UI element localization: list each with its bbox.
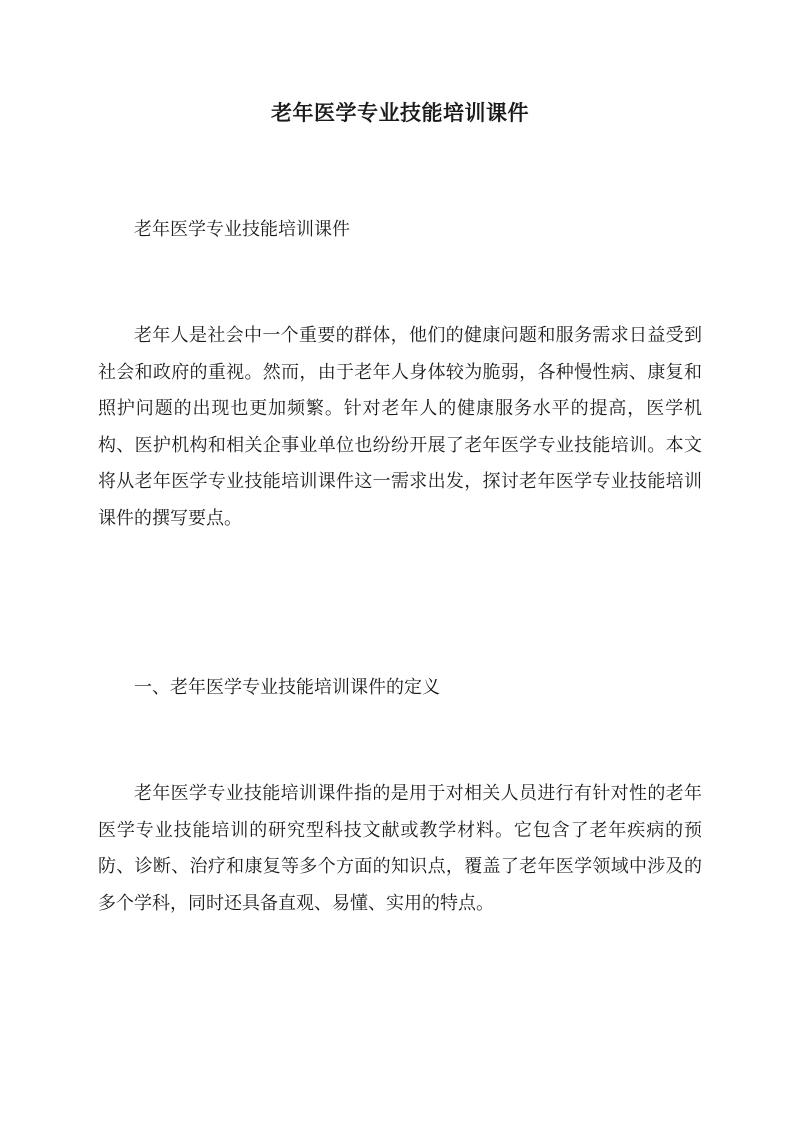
intro-paragraph xyxy=(98,318,702,537)
paragraph-text: 老年人是社会中一个重要的群体，他们的健康问题和服务需求日益受到社会和政府的重视。然而，由于老年人身体较为脆弱，各种慢性病、康复和照护问题的出现也更加频繁。针对老年人的健康服务水平的提高，医学机构、医护机构和相关企事业单位也纷纷开展了老年医学专业技能培训。本文将从老年医学专业技能培训课件这一需求出发，探讨老年医学专业技能培训课件的撰写要点。 xyxy=(98,325,702,529)
paragraph-text: 老年医学专业技能培训课件指的是用于对相关人员进行有针对性的老年医学专业技能培训的研究型科技文献或教学材料。它包含了老年疾病的预防、诊断、治疗和康复等多个方面的知识点，覆盖了老年医学领域中涉及的多个学科，同时还具备直观、易懂、实用的特点。 xyxy=(98,783,702,914)
page-title: 老年医学专业技能培训课件 xyxy=(271,100,529,125)
section-heading-text: 一、老年医学专业技能培训课件的定义 xyxy=(134,677,440,698)
definition-paragraph xyxy=(98,776,702,922)
document-subtitle xyxy=(98,212,702,249)
subtitle-text: 老年医学专业技能培训课件 xyxy=(134,219,350,240)
section-heading xyxy=(98,670,702,707)
